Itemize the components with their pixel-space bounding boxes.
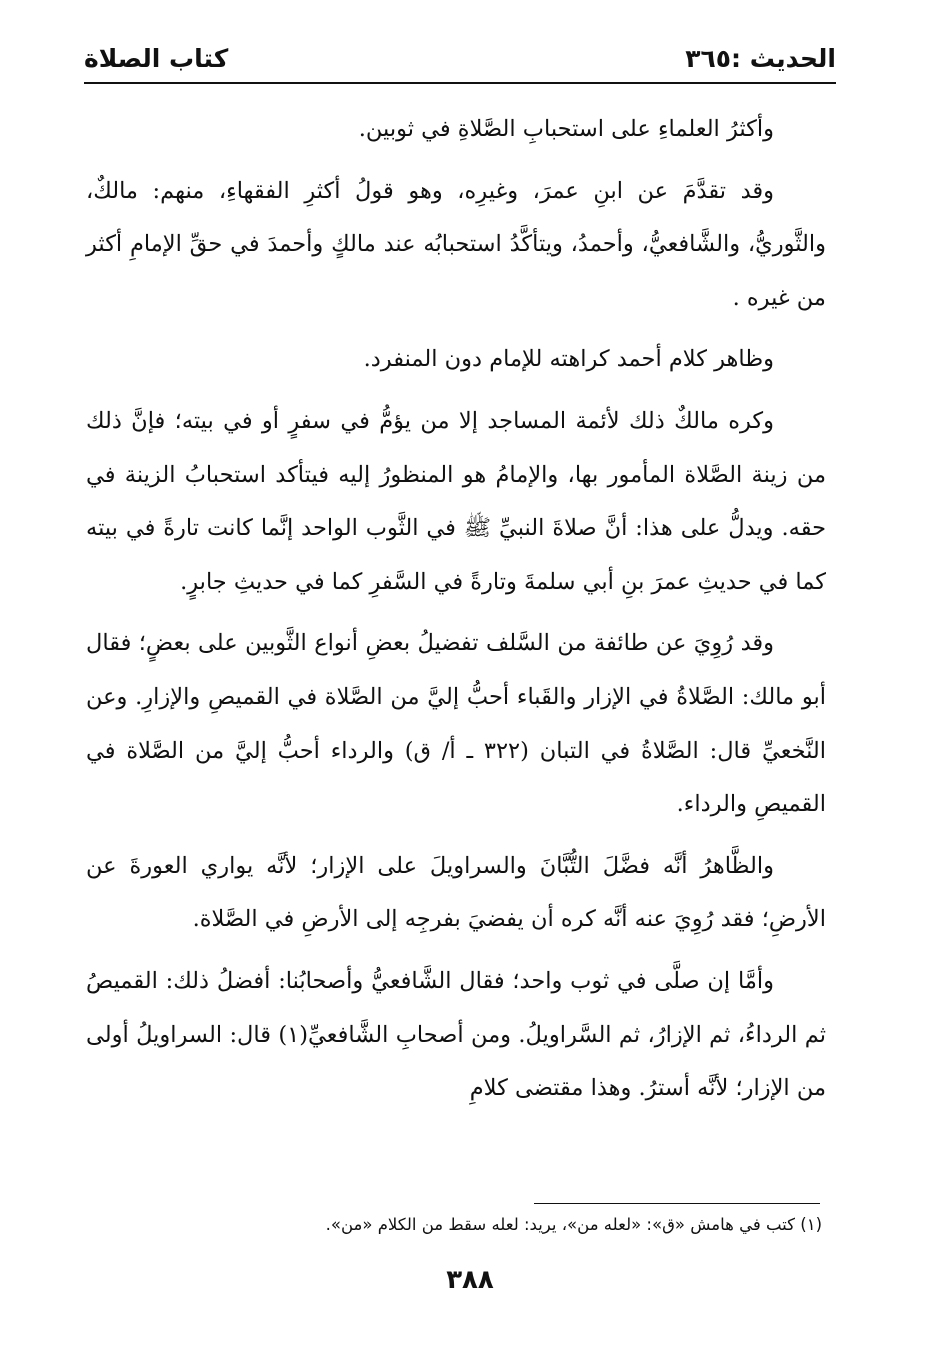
page-number: ٣٨٨ <box>446 1265 494 1295</box>
header-hadith-number: الحديث :٣٦٥ <box>685 43 836 73</box>
footnote-rule <box>534 1203 820 1204</box>
header-rule <box>84 82 836 84</box>
paragraph: وأكثرُ العلماءِ على استحبابِ الصَّلاةِ في ثوبين. <box>358 116 774 142</box>
paragraph: وقد تقدَّمَ عن ابنِ عمرَ، وغيرِه، وهو قولُ أكثرِ الفقهاءِ، منهم: مالكٌ، والثَّوريُّ، والشَّافعيُّ، وأحمدُ، ويتأكَّدُ استحبابُه عند مالكٍ وأحمدَ في حقِّ الإمامِ أكثر من غيره . <box>86 177 826 311</box>
paragraph: وكره مالكٌ ذلك لأئمة المساجد إلا من يؤمُّ في سفرٍ أو في بيته؛ فإنَّ ذلك من زينة الصَّلاة المأمور بها، والإمامُ هو المنظورُ إليه فيتأكد استحبابُ الزينة في حقه. ويدلُّ على هذا: أنَّ صلاةَ النبيِّ ﷺ في الثَّوب الواحد إنَّما كانت تارةً في بيته كما في حديثِ عمرَ بنِ أبي سلمةَ وتارةً في السَّفرِ كما في حديثِ جابرٍ. <box>86 407 826 595</box>
running-header <box>84 38 836 78</box>
footnote: (١) كتب في هامش «ق»: «لعله من»، يريد: لعله سقط من الكلام «من». <box>325 1215 822 1234</box>
paragraph: وظاهر كلام أحمد كراهته للإمام دون المنفرد. <box>363 346 774 373</box>
main-text <box>86 103 826 1124</box>
paragraph: والظَّاهرُ أنَّه فضَّلَ التُّبَّانَ والسراويلَ على الإزار؛ لأنَّه يواري العورةَ عن الأرضِ؛ فقد رُوِيَ عنه أنَّه كره أن يفضيَ بفرجِه إلى الأرضِ في الصَّلاة. <box>86 852 826 933</box>
header-chapter-title: كتاب الصلاة <box>84 43 229 73</box>
paragraph: وقد رُوِيَ عن طائفة من السَّلف تفضيلُ بعضِ أنواع الثَّوبين على بعضٍ؛ فقال أبو مالك: الصَّلاةُ في الإزار والقَباء أحبُّ إليَّ من الصَّلاة في القميصِ والإزارِ. وعن النَّخعيِّ قال: الصَّلاةُ في التبان (٣٢٢ ـ أ/ ق) والرداء أحبُّ إليَّ من الصَّلاة في القميصِ والرداء. <box>86 630 826 818</box>
paragraph: وأمَّا إن صلَّى في ثوب واحد؛ فقال الشَّافعيُّ وأصحابُنا: أفضلُ ذلك: القميصُ ثم الرداءُ، ثم الإزارُ، ثم السَّراويلُ. ومن أصحابِ الشَّافعيِّ(١) قال: السراويلُ أولى من الإزار؛ لأنَّه أسترُ. وهذا مقتضى كلامِ <box>86 967 826 1102</box>
